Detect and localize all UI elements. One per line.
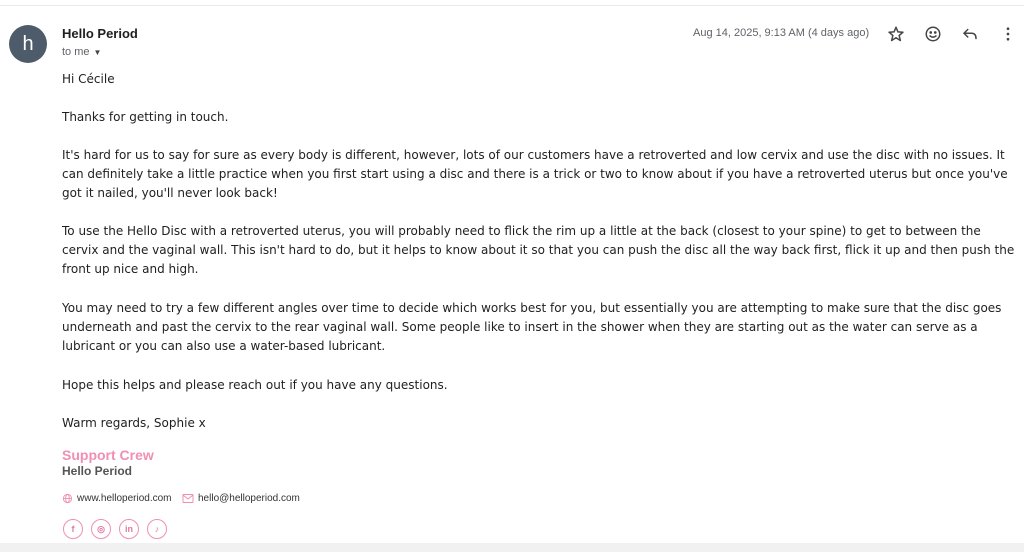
more-options-button[interactable] xyxy=(996,22,1020,46)
linkedin-link[interactable] xyxy=(119,519,139,539)
add-reaction-button[interactable] xyxy=(921,22,945,46)
message-paragraph: To use the Hello Disc with a retroverted uterus, you will probably need to flick the rim up a little at the back (closest to your spine) to get to between the cervix and the vaginal wall. This isn't hard to do, but it helps to know about it so that you can push the disc all the way back first, flick it up and then push the front up nice and high. xyxy=(62,224,1015,276)
facebook-link[interactable] xyxy=(63,519,83,539)
message-paragraph: You may need to try a few different angles over time to decide which works best for you, but essentially you are attempting to make sure that the disc goes underneath and past the cervix to the rear vaginal wall. Some people like to insert in the shower when they are starting out as the water can serve as a lubricant or you can also use a water-based lubricant. xyxy=(62,301,1002,353)
globe-icon xyxy=(62,493,73,504)
star-button[interactable] xyxy=(884,22,908,46)
avatar[interactable] xyxy=(9,25,47,63)
signature-title: Support Crew xyxy=(62,447,154,463)
tiktok-icon: ♪ xyxy=(154,524,160,534)
linkedin-icon: in xyxy=(125,524,133,534)
facebook-icon: f xyxy=(71,524,75,534)
recipient-details[interactable] xyxy=(62,46,101,58)
email-link[interactable] xyxy=(182,493,300,504)
message-paragraph: It's hard for us to say for sure as every body is different, however, lots of our customers have a retroverted and low cervix and use the disc with no issues. It can definitely take a little practice when you first start using a disc and there is a trick or two to know about if you have a retroverted uterus but once you've got it nailed, you'll never look back! xyxy=(62,148,1008,200)
bottom-divider xyxy=(0,543,1024,552)
instagram-link[interactable] xyxy=(91,519,111,539)
top-divider xyxy=(0,5,1024,6)
message-paragraph: Thanks for getting in touch. xyxy=(62,110,229,124)
recipient-label: to me xyxy=(62,46,90,58)
mail-icon xyxy=(182,493,194,504)
caret-down-icon[interactable]: ▼ xyxy=(93,47,102,57)
instagram-icon: ◎ xyxy=(97,523,105,534)
tiktok-link[interactable] xyxy=(147,519,167,539)
email-text: hello@helloperiod.com xyxy=(198,493,300,504)
message-greeting: Hi Cécile xyxy=(62,72,115,86)
website-link[interactable] xyxy=(62,493,172,504)
website-text: www.helloperiod.com xyxy=(77,493,172,504)
avatar-letter: h xyxy=(22,32,34,55)
sender-name[interactable]: Hello Period xyxy=(62,26,138,41)
message-closing: Warm regards, Sophie x xyxy=(62,416,206,430)
more-vert-icon xyxy=(999,25,1017,43)
emoji-icon xyxy=(924,25,942,43)
reply-button[interactable] xyxy=(958,22,982,46)
reply-icon xyxy=(961,25,979,43)
message-paragraph: Hope this helps and please reach out if you have any questions. xyxy=(62,378,448,392)
signature-company: Hello Period xyxy=(62,464,133,478)
timestamp: Aug 14, 2025, 9:13 AM (4 days ago) xyxy=(693,27,870,39)
star-icon xyxy=(887,25,905,43)
